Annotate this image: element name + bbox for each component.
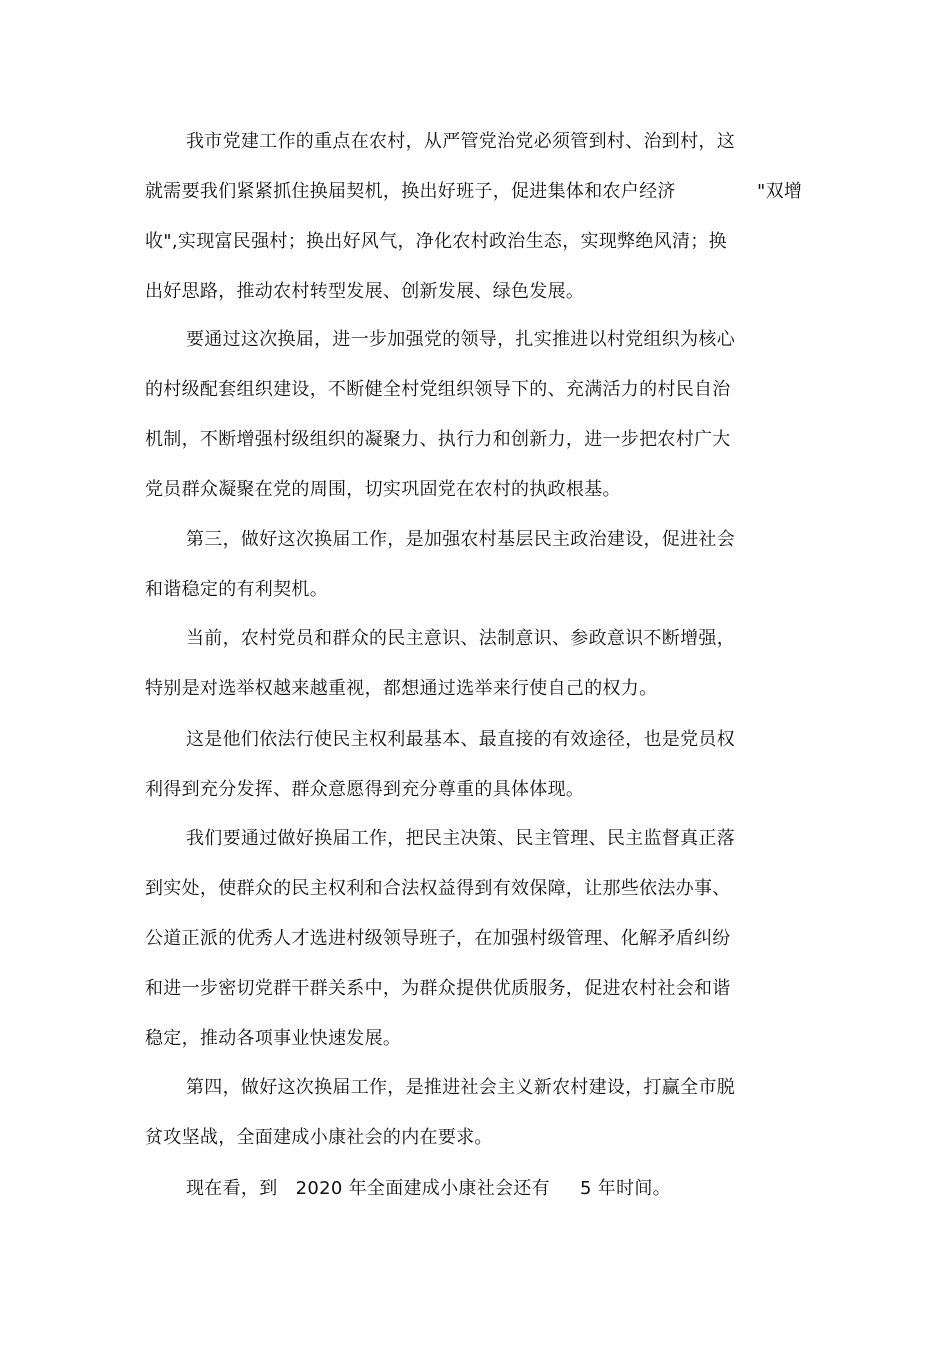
text-line: 的村级配套组织建设，不断健全村党组织领导下的、充满活力的村民自治	[145, 379, 731, 400]
text-line: 贫攻坚战，全面建成小康社会的内在要求。	[145, 1127, 493, 1148]
text-line: 利得到充分发挥、群众意愿得到充分尊重的具体体现。	[145, 779, 585, 800]
text-line: 就需要我们紧紧抓住换届契机，换出好班子，促进集体和农户经济	[145, 181, 676, 202]
text-line: 和进一步密切党群干群关系中，为群众提供优质服务，促进农村社会和谐	[145, 978, 731, 999]
text-line: 党员群众凝聚在党的周围，切实巩固党在农村的执政根基。	[145, 479, 621, 500]
text-line: "双增	[757, 181, 803, 202]
text-line: 公道正派的优秀人才选进村级领导班子，在加强村级管理、化解矛盾纠纷	[145, 928, 731, 949]
text-line: 这是他们依法行使民主权利最基本、最直接的有效途径，也是党员权	[186, 729, 735, 750]
text-line: 第三，做好这次换届工作，是加强农村基层民主政治建设，促进社会	[186, 529, 735, 550]
text-line: 到实处，使群众的民主权利和合法权益得到有效保障，让那些依法办事、	[145, 878, 731, 899]
text-line: 我市党建工作的重点在农村，从严管党治党必须管到村、治到村，这	[186, 131, 735, 152]
text-line: 现在看，到 2020 年全面建成小康社会还有 5 年时间。	[186, 1178, 671, 1199]
text-line: 收",实现富民强村；换出好风气，净化农村政治生态，实现弊绝风清；换	[145, 231, 727, 252]
text-line: 和谐稳定的有利契机。	[145, 579, 328, 600]
text-line: 我们要通过做好换届工作，把民主决策、民主管理、民主监督真正落	[186, 828, 735, 849]
text-line: 当前，农村党员和群众的民主意识、法制意识、参政意识不断增强，	[186, 628, 735, 649]
text-line: 稳定，推动各项事业快速发展。	[145, 1028, 402, 1049]
text-line: 机制，不断增强村级组织的凝聚力、执行力和创新力，进一步把农村广大	[145, 429, 731, 450]
text-line: 要通过这次换届，进一步加强党的领导，扎实推进以村党组织为核心	[186, 329, 735, 350]
text-line: 特别是对选举权越来越重视，都想通过选举来行使自己的权力。	[145, 678, 658, 699]
text-line: 出好思路，推动农村转型发展、创新发展、绿色发展。	[145, 281, 585, 302]
text-line: 第四，做好这次换届工作，是推进社会主义新农村建设，打赢全市脱	[186, 1077, 735, 1098]
